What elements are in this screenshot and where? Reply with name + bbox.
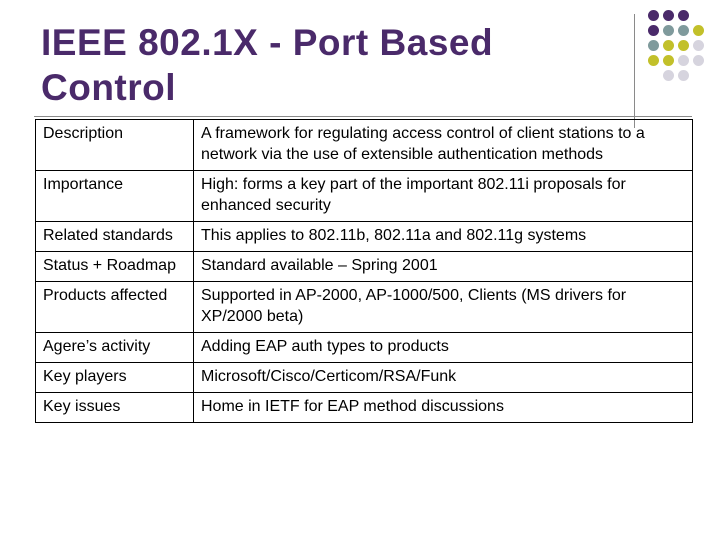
row-label: Importance [36, 171, 194, 222]
row-label: Status + Roadmap [36, 252, 194, 282]
horizontal-divider [34, 116, 692, 117]
decorative-dot [678, 10, 689, 21]
row-label: Products affected [36, 282, 194, 333]
decorative-dot [648, 25, 659, 36]
table-row [36, 222, 693, 252]
row-value: High: forms a key part of the important 802.11i proposals for enhanced security [194, 171, 693, 222]
table-row [36, 363, 693, 393]
row-value: Microsoft/Cisco/Certicom/RSA/Funk [194, 363, 693, 393]
decorative-dot [663, 25, 674, 36]
vertical-divider [634, 14, 635, 128]
decorative-dot [693, 25, 704, 36]
decorative-dot [648, 40, 659, 51]
decorative-dot [678, 70, 689, 81]
row-label: Agere’s activity [36, 333, 194, 363]
row-label: Key players [36, 363, 194, 393]
row-value: Home in IETF for EAP method discussions [194, 393, 693, 423]
table-row [36, 120, 693, 171]
row-value: Supported in AP-2000, AP-1000/500, Clients (MS drivers for XP/2000 beta) [194, 282, 693, 333]
decorative-dot [648, 55, 659, 66]
row-label: Description [36, 120, 194, 171]
row-value: Adding EAP auth types to products [194, 333, 693, 363]
table-row [36, 171, 693, 222]
decorative-dot [663, 40, 674, 51]
decorative-dot [678, 40, 689, 51]
row-value: This applies to 802.11b, 802.11a and 802.11g systems [194, 222, 693, 252]
table-row [36, 252, 693, 282]
table-row [36, 393, 693, 423]
table-row [36, 333, 693, 363]
row-value: Standard available – Spring 2001 [194, 252, 693, 282]
slide-title: IEEE 802.1X - Port Based Control [41, 22, 494, 108]
row-label: Key issues [36, 393, 194, 423]
table-row [36, 282, 693, 333]
decorative-dot [663, 10, 674, 21]
row-label: Related standards [36, 222, 194, 252]
row-value: A framework for regulating access control of client stations to a network via the use of extensible authentication methods [194, 120, 693, 171]
decorative-dot-grid [648, 10, 728, 110]
decorative-dot [663, 70, 674, 81]
decorative-dot [678, 25, 689, 36]
decorative-dot [693, 40, 704, 51]
decorative-dot [663, 55, 674, 66]
decorative-dot [648, 10, 659, 21]
decorative-dot [678, 55, 689, 66]
decorative-dot [693, 55, 704, 66]
info-table [35, 119, 693, 423]
